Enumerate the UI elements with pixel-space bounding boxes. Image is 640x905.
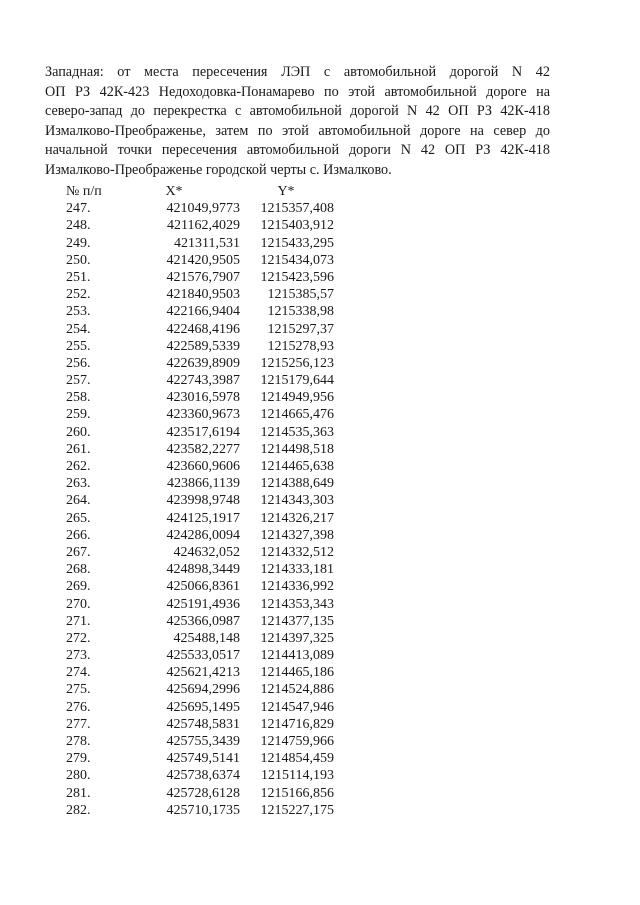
- row-number: 274.: [66, 665, 91, 681]
- row-x-value: 425191,4936: [166, 596, 240, 612]
- table-row: [66, 802, 446, 819]
- row-x-value: 421049,9773: [166, 201, 240, 217]
- row-number: 281.: [66, 785, 91, 801]
- row-x-value: 424125,1917: [166, 510, 240, 526]
- row-y-value: 1215433,295: [260, 235, 334, 251]
- row-x-value: 421311,531: [174, 235, 240, 251]
- table-row: [66, 596, 446, 613]
- table-row: [66, 252, 446, 269]
- row-y-value: 1214465,186: [260, 665, 334, 681]
- table-row: [66, 630, 446, 647]
- row-y-value: 1215179,644: [260, 373, 334, 389]
- row-y-value: 1214535,363: [260, 424, 334, 440]
- row-number: 258.: [66, 390, 91, 406]
- paragraph-line: начальной точки пересечения автомобильной дороги N 42 ОП РЗ 42К-418: [45, 142, 550, 158]
- row-x-value: 425621,4213: [166, 665, 240, 681]
- row-x-value: 425748,5831: [166, 716, 240, 732]
- row-number: 280.: [66, 768, 91, 784]
- row-x-value: 421840,9503: [166, 287, 240, 303]
- row-number: 262.: [66, 459, 91, 474]
- row-number: 270.: [66, 596, 91, 612]
- row-number: 250.: [66, 252, 91, 268]
- row-x-value: 423582,2277: [166, 441, 240, 457]
- row-x-value: 421576,7907: [166, 269, 240, 285]
- table-row: [66, 561, 446, 578]
- row-y-value: 1214759,966: [260, 734, 334, 749]
- row-y-value: 1214665,476: [260, 407, 334, 423]
- table-row: [66, 406, 446, 423]
- row-y-value: 1214397,325: [260, 630, 334, 646]
- row-number: 266.: [66, 527, 91, 543]
- row-y-value: 1215166,856: [260, 785, 334, 801]
- row-x-value: 423016,5978: [166, 390, 240, 406]
- table-row: [66, 458, 446, 475]
- table-row: [66, 492, 446, 509]
- row-x-value: 425728,6128: [166, 785, 240, 801]
- table-row: [66, 475, 446, 492]
- row-x-value: 424898,3449: [166, 562, 240, 578]
- table-row: [66, 527, 446, 544]
- table-row: [66, 286, 446, 303]
- row-x-value: 425710,1735: [166, 802, 240, 818]
- row-number: 279.: [66, 751, 91, 767]
- row-x-value: 422743,3987: [166, 373, 240, 389]
- row-y-value: 1215256,123: [260, 355, 334, 371]
- table-row: [66, 355, 446, 372]
- row-x-value: 425488,148: [173, 630, 240, 646]
- table-row: [66, 321, 446, 338]
- table-row: [66, 372, 446, 389]
- table-row: [66, 716, 446, 733]
- row-x-value: 425695,1495: [166, 699, 240, 715]
- row-number: 265.: [66, 510, 91, 526]
- table-row: [66, 303, 446, 320]
- row-number: 251.: [66, 269, 91, 285]
- row-y-value: 1215403,912: [260, 218, 334, 234]
- row-y-value: 1214547,946: [260, 699, 334, 715]
- table-row: [66, 613, 446, 630]
- description-paragraph: [45, 63, 550, 180]
- row-y-value: 1215434,073: [260, 252, 334, 268]
- row-number: 276.: [66, 699, 91, 715]
- row-x-value: 424286,0094: [166, 527, 240, 543]
- row-y-value: 1214377,135: [260, 613, 334, 629]
- row-x-value: 422589,5339: [166, 338, 240, 354]
- row-number: 268.: [66, 562, 91, 578]
- row-number: 264.: [66, 493, 91, 509]
- row-number: 260.: [66, 424, 91, 440]
- table-row: [66, 544, 446, 561]
- paragraph-line: Западная: от места пересечения ЛЭП с автомобильной дорогой N 42: [45, 64, 550, 80]
- table-row: [66, 767, 446, 784]
- table-row: [66, 578, 446, 595]
- row-x-value: 423360,9673: [166, 407, 240, 423]
- table-row: [66, 338, 446, 355]
- row-y-value: 1214949,956: [260, 390, 334, 406]
- table-row: [66, 217, 446, 234]
- row-number: 271.: [66, 613, 91, 629]
- row-number: 247.: [66, 201, 91, 217]
- row-number: 275.: [66, 682, 91, 698]
- row-x-value: 425738,6374: [166, 768, 240, 784]
- row-y-value: 1215278,93: [267, 338, 334, 354]
- table-row: [66, 389, 446, 406]
- row-number: 278.: [66, 734, 91, 749]
- row-x-value: 425749,5141: [166, 751, 240, 767]
- row-number: 269.: [66, 579, 91, 595]
- header-number: № п/п: [66, 184, 102, 199]
- row-y-value: 1214388,649: [260, 476, 334, 492]
- row-number: 248.: [66, 218, 91, 234]
- row-y-value: 1214332,512: [260, 544, 334, 560]
- row-number: 259.: [66, 407, 91, 423]
- table-row: [66, 681, 446, 698]
- row-x-value: 422468,4196: [166, 321, 240, 337]
- row-y-value: 1214716,829: [260, 716, 334, 732]
- table-row: [66, 235, 446, 252]
- row-y-value: 1214524,886: [260, 682, 334, 698]
- row-x-value: 423517,6194: [166, 424, 240, 440]
- row-y-value: 1215227,175: [260, 802, 334, 818]
- table-row: [66, 424, 446, 441]
- row-y-value: 1214413,089: [260, 648, 334, 664]
- header-y: Y*: [277, 184, 295, 199]
- table-row: [66, 269, 446, 286]
- row-x-value: 425533,0517: [166, 648, 240, 664]
- row-y-value: 1214854,459: [260, 751, 334, 767]
- paragraph-line: северо-запад до перекрестка с автомобильной дорогой N 42 ОП РЗ 42К-418: [45, 103, 550, 119]
- row-y-value: 1214326,217: [260, 510, 334, 526]
- row-y-value: 1214336,992: [260, 579, 334, 595]
- row-y-value: 1214333,181: [260, 562, 334, 578]
- row-x-value: 422166,9404: [166, 304, 240, 320]
- table-header: [66, 183, 446, 200]
- row-x-value: 425366,0987: [166, 613, 240, 629]
- table-row: [66, 750, 446, 767]
- row-y-value: 1214353,343: [260, 596, 334, 612]
- table-row: [66, 441, 446, 458]
- row-y-value: 1214343,303: [260, 493, 334, 509]
- table-row: [66, 200, 446, 217]
- row-x-value: 425066,8361: [166, 579, 240, 595]
- row-x-value: 423866,1139: [167, 476, 240, 492]
- row-y-value: 1214327,398: [260, 527, 334, 543]
- row-number: 282.: [66, 802, 91, 818]
- coordinates-table: [66, 183, 446, 819]
- table-row: [66, 664, 446, 681]
- row-y-value: 1214498,518: [260, 441, 334, 457]
- paragraph-line: Измалково-Преображенье городской черты с. Измалково.: [45, 161, 392, 178]
- row-number: 272.: [66, 630, 91, 646]
- row-number: 273.: [66, 648, 91, 664]
- row-x-value: 425694,2996: [166, 682, 240, 698]
- row-x-value: 424632,052: [173, 544, 240, 560]
- row-y-value: 1215114,193: [261, 768, 334, 784]
- table-row: [66, 510, 446, 527]
- row-y-value: 1215385,57: [267, 287, 334, 303]
- row-y-value: 1215297,37: [267, 321, 334, 337]
- table-row: [66, 647, 446, 664]
- header-x: X*: [165, 184, 183, 199]
- row-number: 254.: [66, 321, 91, 337]
- row-number: 263.: [66, 476, 91, 492]
- row-number: 253.: [66, 304, 91, 320]
- table-row: [66, 733, 446, 750]
- row-x-value: 421420,9505: [166, 252, 240, 268]
- row-y-value: 1214465,638: [260, 459, 334, 474]
- paragraph-line: Измалково-Преображенье, затем по этой автомобильной дороге на север до: [45, 122, 550, 139]
- row-x-value: 421162,4029: [167, 218, 240, 234]
- row-x-value: 422639,8909: [166, 355, 240, 371]
- paragraph-line: ОП РЗ 42К-423 Недоходовка-Понамарево по этой автомобильной дороге на: [45, 83, 550, 100]
- row-number: 252.: [66, 287, 91, 303]
- row-number: 261.: [66, 441, 91, 457]
- row-y-value: 1215357,408: [260, 201, 334, 217]
- row-x-value: 425755,3439: [166, 734, 240, 749]
- row-number: 255.: [66, 338, 91, 354]
- table-row: [66, 699, 446, 716]
- row-number: 249.: [66, 235, 91, 251]
- row-number: 256.: [66, 355, 91, 371]
- row-y-value: 1215338,98: [267, 304, 334, 320]
- row-number: 267.: [66, 544, 91, 560]
- row-number: 277.: [66, 716, 91, 732]
- row-x-value: 423660,9606: [166, 459, 240, 474]
- row-x-value: 423998,9748: [166, 493, 240, 509]
- row-y-value: 1215423,596: [260, 269, 334, 285]
- table-row: [66, 785, 446, 802]
- row-number: 257.: [66, 373, 91, 389]
